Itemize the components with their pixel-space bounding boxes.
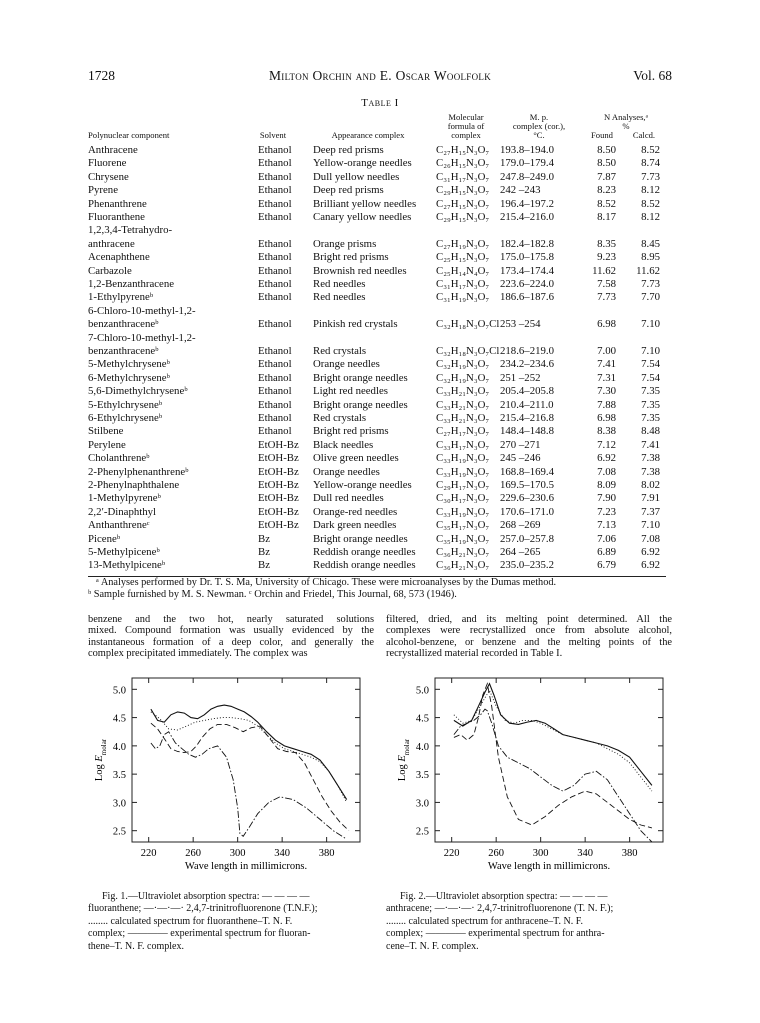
cell-formula: C₃₀H₁₇N₃O₇	[436, 492, 490, 505]
cell-name: Acenaphthene	[88, 251, 150, 264]
cell-mp: 251 –252	[500, 371, 541, 384]
cell-solvent: Ethanol	[258, 345, 292, 357]
table-row	[0, 559, 760, 572]
table-row	[0, 332, 760, 345]
cell-appearance: Black needles	[313, 438, 374, 451]
cell-name: 13-Methylpiceneᵇ	[88, 559, 166, 572]
x-tick-label: 340	[274, 848, 291, 859]
y-axis-label: Log $E_{molar}$	[94, 738, 108, 782]
figure-1-caption: Fig. 1.—Ultraviolet absorption spectra: — — — — fluoranthene; —·—·—· 2,4,7-trinitrofluorenone (T.N.F.); ........ calculated spectrum for fluoranthene–T. N. F. complex; ———— experimental spectrum for fluoran- thene–T. N. F. complex.	[88, 891, 318, 952]
x-tick-label: 260	[185, 848, 202, 859]
cell-found: 7.88	[597, 398, 616, 411]
figure-2-caption: Fig. 2.—Ultraviolet absorption spectra: — — — — anthracene; —·—·—· 2,4,7-trinitrofluorenone (T. N. F.); ........ calculated spectrum for anthracene–T. N. F. complex; ———— experimental spectrum for anthra- cene–T. N. F. complex.	[386, 891, 614, 952]
cell-found: 6.89	[597, 546, 616, 558]
cell-mp: 215.4–216.8	[500, 412, 554, 424]
cell-formula: C₂₇H₁₉N₃O₇	[436, 237, 490, 250]
cell-formula: C₃₂H₁₉N₃O₇	[436, 358, 490, 371]
x-axis-label: Wave length in millimicrons.	[487, 861, 611, 872]
footnote-a: ᵃ Analyses performed by Dr. T. S. Ma, University of Chicago. These were microanalyses by the Dumas method.	[96, 577, 557, 588]
cell-calcd: 8.95	[641, 251, 660, 264]
cell-solvent: Ethanol	[258, 184, 292, 197]
cell-name: Anthanthreneᶜ	[88, 519, 150, 532]
series-solid	[151, 705, 347, 800]
y-tick-label: 4.5	[112, 713, 126, 725]
cell-appearance: Reddish orange needles	[313, 546, 416, 558]
cell-calcd: 8.52	[641, 144, 660, 156]
cell-mp: 215.4–216.0	[500, 211, 554, 223]
cell-calcd: 6.92	[641, 559, 660, 572]
cell-solvent: Bz	[258, 546, 270, 558]
cell-mp: 264 –265	[500, 546, 541, 558]
cell-appearance: Brownish red needles	[313, 264, 407, 277]
cell-solvent: EtOH-Bz	[258, 505, 299, 518]
table-row	[0, 385, 760, 398]
cell-mp: 210.4–211.0	[500, 398, 554, 411]
cell-name: Anthracene	[88, 144, 138, 156]
cell-mp: 169.5–170.5	[500, 479, 554, 491]
cell-calcd: 6.92	[641, 546, 660, 558]
cell-found: 8.38	[597, 425, 616, 438]
cell-formula: C₂₇H₁₅N₃O₇	[436, 197, 490, 210]
cell-name: anthracene	[88, 237, 135, 250]
series-dashed	[151, 723, 349, 831]
cell-found: 7.12	[597, 438, 616, 451]
col-header-n-analyses: N Analyses,ᵃ %	[604, 112, 648, 131]
cell-appearance: Dull yellow needles	[313, 170, 400, 183]
cell-found: 11.62	[592, 264, 616, 277]
running-head: Milton Orchin and E. Oscar Woolfolk	[268, 68, 491, 83]
col-header-appearance: Appearance complex	[331, 130, 405, 140]
cell-name: Cholanthreneᵇ	[88, 452, 150, 465]
cell-calcd: 8.02	[641, 479, 660, 491]
plot-frame	[132, 678, 360, 842]
figure-2-chart	[383, 670, 678, 890]
cell-name: Pyrene	[88, 184, 118, 197]
table-row	[0, 519, 760, 532]
cell-calcd: 7.73	[641, 278, 660, 290]
cell-solvent: Ethanol	[258, 170, 292, 183]
cell-formula: C₃₂H₁₈N₃O₇Cl	[436, 345, 500, 357]
table-row	[0, 224, 760, 237]
cell-formula: C₃₆H₂₁N₃O₇	[436, 546, 490, 558]
table-row	[0, 466, 760, 479]
cell-calcd: 7.10	[641, 318, 660, 331]
cell-name: 5-Methylchryseneᵇ	[88, 358, 170, 371]
table-row	[0, 439, 760, 452]
cell-solvent: EtOH-Bz	[258, 492, 299, 505]
table-row	[0, 184, 760, 197]
cell-mp: 247.8–249.0	[500, 170, 554, 183]
y-tick-label: 3.0	[415, 798, 429, 810]
cell-solvent: Ethanol	[258, 278, 292, 290]
cell-appearance: Bright orange needles	[313, 398, 408, 411]
col-header-component: Polynuclear component	[88, 130, 170, 140]
cell-formula: C₃₂H₁₉N₃O₇	[436, 371, 490, 384]
col-header-mp: M. p. complex (cor.), °C.	[512, 112, 566, 140]
x-tick-label: 380	[621, 848, 638, 859]
table-row	[0, 452, 760, 465]
cell-mp: 168.8–169.4	[500, 465, 554, 478]
cell-appearance: Red crystals	[313, 412, 367, 424]
cell-formula: C₂₅H₁₅N₃O₇	[436, 251, 490, 264]
col-header-formula: Molecular formula of complex	[447, 112, 485, 140]
cell-solvent: EtOH-Bz	[258, 465, 299, 478]
cell-mp: 253 –254	[500, 318, 541, 331]
cell-mp: 193.8–194.0	[500, 144, 554, 156]
cell-found: 7.58	[597, 278, 616, 290]
cell-appearance: Bright red prisms	[313, 251, 389, 264]
y-tick-label: 3.5	[415, 770, 429, 782]
x-tick-label: 220	[140, 848, 157, 859]
x-tick-label: 300	[532, 848, 549, 859]
cell-mp: 182.4–182.8	[500, 237, 554, 250]
cell-found: 8.09	[597, 479, 616, 491]
series-dash-dot	[151, 732, 347, 840]
cell-appearance: Orange prisms	[313, 237, 377, 250]
cell-appearance: Yellow-orange needles	[313, 157, 412, 170]
table-row	[0, 144, 760, 157]
cell-appearance: Orange needles	[313, 358, 380, 371]
cell-solvent: EtOH-Bz	[258, 452, 299, 465]
cell-name: Chrysene	[88, 170, 129, 183]
cell-name: Perylene	[88, 438, 126, 451]
cell-name: 7-Chloro-10-methyl-1,2-	[88, 331, 196, 344]
y-tick-label: 5.0	[112, 685, 126, 697]
cell-appearance: Orange needles	[313, 465, 380, 478]
cell-solvent: Ethanol	[258, 318, 292, 331]
table-row	[0, 318, 760, 331]
cell-name: 1-Methylpyreneᵇ	[88, 492, 161, 505]
cell-mp: 223.6–224.0	[500, 278, 554, 290]
table-row	[0, 492, 760, 505]
cell-found: 6.92	[597, 452, 616, 465]
cell-name: Fluoranthene	[88, 211, 145, 223]
cell-calcd: 7.73	[641, 170, 660, 183]
y-tick-label: 5.0	[415, 685, 429, 697]
cell-name: Carbazole	[88, 264, 132, 277]
cell-solvent: Ethanol	[258, 197, 292, 210]
body-text-left: benzene and the two hot, nearly saturated solutions mixed. Compound formation was usually evidenced by the instantaneous formation of a deep color, and generally the complex precipitated immediately. The complex was	[88, 614, 374, 660]
cell-formula: C₃₁H₁₇N₃O₇	[436, 170, 490, 183]
page-number: 1728	[88, 68, 115, 83]
cell-solvent: Ethanol	[258, 385, 292, 398]
cell-formula: C₂₇H₁₅N₃O₇	[436, 144, 490, 156]
table-row	[0, 238, 760, 251]
cell-formula: C₃₃H₂₁N₃O₇	[436, 398, 490, 411]
x-tick-label: 220	[443, 848, 460, 859]
cell-solvent: Ethanol	[258, 264, 292, 277]
cell-calcd: 8.74	[641, 157, 660, 170]
cell-name: 5-Ethylchryseneᵇ	[88, 398, 163, 411]
cell-mp: 242 –243	[500, 184, 541, 197]
series-dashed	[454, 684, 652, 828]
cell-calcd: 7.37	[641, 505, 660, 518]
cell-solvent: Bz	[258, 532, 270, 545]
y-tick-label: 3.5	[112, 770, 126, 782]
cell-formula: C₂₉H₁₅N₃O₇	[436, 211, 490, 223]
x-tick-label: 300	[229, 848, 246, 859]
table-row	[0, 251, 760, 264]
table-row	[0, 506, 760, 519]
cell-calcd: 7.70	[641, 291, 660, 304]
cell-mp: 270 –271	[500, 438, 541, 451]
cell-formula: C₂₇H₁₇N₃O₇	[436, 425, 490, 438]
y-tick-label: 2.5	[112, 826, 126, 838]
x-tick-label: 340	[577, 848, 594, 859]
cell-appearance: Pinkish red crystals	[313, 318, 398, 331]
cell-appearance: Red needles	[313, 291, 366, 304]
cell-found: 7.41	[597, 358, 616, 371]
cell-found: 7.00	[597, 345, 616, 357]
cell-calcd: 8.12	[641, 184, 660, 197]
cell-appearance: Reddish orange needles	[313, 559, 416, 572]
cell-formula: C₃₃H₂₁N₃O₇	[436, 412, 490, 424]
cell-formula: C₃₅H₁₇N₃O₇	[436, 519, 490, 532]
series-dotted	[151, 712, 347, 803]
cell-calcd: 7.41	[641, 438, 660, 451]
cell-solvent: Ethanol	[258, 425, 292, 438]
cell-formula: C₃₃H₂₁N₃O₇	[436, 385, 490, 398]
cell-mp: 175.0–175.8	[500, 251, 554, 264]
table-row	[0, 157, 760, 170]
x-tick-label: 260	[488, 848, 505, 859]
cell-mp: 235.0–235.2	[500, 559, 554, 572]
cell-appearance: Bright red prisms	[313, 425, 389, 438]
cell-mp: 257.0–257.8	[500, 532, 554, 545]
cell-formula: C₃₁H₁₉N₃O₇	[436, 291, 490, 304]
table-row	[0, 305, 760, 318]
cell-appearance: Bright orange needles	[313, 532, 408, 545]
cell-calcd: 7.91	[641, 492, 660, 505]
cell-calcd: 8.45	[641, 237, 660, 250]
cell-formula: C₃₃H₁₉N₃O₇	[436, 505, 490, 518]
table-row	[0, 412, 760, 425]
cell-mp: 268 –269	[500, 519, 541, 532]
cell-calcd: 7.10	[641, 345, 660, 357]
cell-calcd: 7.35	[641, 398, 660, 411]
cell-calcd: 8.52	[641, 197, 660, 210]
y-tick-label: 4.0	[415, 741, 429, 753]
cell-found: 7.87	[597, 170, 616, 183]
cell-solvent: Ethanol	[258, 358, 292, 371]
cell-name: Piceneᵇ	[88, 532, 121, 545]
cell-mp: 173.4–174.4	[500, 264, 554, 277]
table-row	[0, 211, 760, 224]
cell-mp: 234.2–234.6	[500, 358, 554, 371]
cell-name: 1-Ethylpyreneᵇ	[88, 291, 154, 304]
figure-1-chart	[80, 670, 375, 890]
cell-calcd: 7.38	[641, 452, 660, 465]
cell-solvent: Ethanol	[258, 251, 292, 264]
cell-found: 7.23	[597, 505, 616, 518]
cell-name: benzanthraceneᵇ	[88, 345, 159, 357]
table-row	[0, 198, 760, 211]
cell-formula: C₃₅H₁₉N₃O₇	[436, 532, 490, 545]
cell-found: 6.98	[597, 318, 616, 331]
cell-calcd: 7.35	[641, 385, 660, 398]
cell-formula: C₂₆H₁₅N₃O₇	[436, 157, 490, 170]
cell-name: 6-Chloro-10-methyl-1,2-	[88, 304, 196, 317]
table-row	[0, 278, 760, 291]
cell-formula: C₂₉H₁₇N₃O₇	[436, 479, 490, 491]
y-tick-label: 2.5	[415, 826, 429, 838]
cell-mp: 245 –246	[500, 452, 541, 465]
cell-mp: 229.6–230.6	[500, 492, 554, 505]
series-solid	[454, 684, 652, 786]
x-tick-label: 380	[318, 848, 335, 859]
cell-formula: C₃₂H₁₈N₃O₇Cl	[436, 318, 500, 331]
cell-name: 6-Ethylchryseneᵇ	[88, 412, 163, 424]
cell-solvent: Bz	[258, 559, 270, 572]
cell-found: 6.79	[597, 559, 616, 572]
cell-solvent: EtOH-Bz	[258, 479, 299, 491]
cell-name: 1,2-Benzanthracene	[88, 278, 175, 290]
cell-appearance: Red crystals	[313, 345, 367, 357]
cell-solvent: Ethanol	[258, 157, 292, 170]
cell-formula: C₃₃H₁₉N₃O₇	[436, 465, 490, 478]
cell-appearance: Brilliant yellow needles	[313, 197, 417, 210]
table-caption: Table I	[361, 97, 399, 109]
cell-found: 7.13	[597, 519, 616, 532]
cell-mp: 179.0–179.4	[500, 157, 554, 170]
cell-found: 8.52	[597, 197, 616, 210]
cell-found: 7.08	[597, 465, 616, 478]
cell-mp: 218.6–219.0	[500, 345, 554, 357]
table-row	[0, 546, 760, 559]
cell-appearance: Dull red needles	[313, 492, 384, 505]
cell-found: 8.23	[597, 184, 616, 197]
cell-solvent: EtOH-Bz	[258, 519, 299, 532]
cell-name: 1,2,3,4-Tetrahydro-	[88, 224, 173, 237]
cell-name: Stilbene	[88, 425, 124, 438]
cell-calcd: 7.35	[641, 412, 660, 424]
cell-formula: C₃₁H₁₇N₃O₇	[436, 278, 490, 290]
cell-name: 5-Methylpiceneᵇ	[88, 546, 160, 558]
cell-mp: 196.4–197.2	[500, 197, 554, 210]
cell-formula: C₂₅H₁₄N₄O₇	[436, 264, 490, 277]
cell-solvent: Ethanol	[258, 412, 292, 424]
table-row	[0, 171, 760, 184]
col-header-found: Found	[591, 130, 613, 140]
cell-calcd: 7.38	[641, 465, 660, 478]
cell-calcd: 8.48	[641, 425, 660, 438]
table-row	[0, 533, 760, 546]
cell-name: 6-Methylchryseneᵇ	[88, 371, 170, 384]
table-row	[0, 425, 760, 438]
cell-solvent: Ethanol	[258, 371, 292, 384]
cell-calcd: 8.12	[641, 211, 660, 223]
cell-appearance: Bright orange needles	[313, 371, 408, 384]
table-row	[0, 265, 760, 278]
cell-mp: 205.4–205.8	[500, 385, 554, 398]
y-axis-label: Log $E_{molar}$	[397, 738, 411, 782]
cell-appearance: Deep red prisms	[313, 144, 384, 156]
cell-calcd: 7.08	[641, 532, 660, 545]
cell-found: 9.23	[597, 251, 616, 264]
cell-solvent: Ethanol	[258, 398, 292, 411]
y-tick-label: 4.0	[112, 741, 126, 753]
cell-appearance: Yellow-orange needles	[313, 479, 412, 491]
cell-found: 7.30	[597, 385, 616, 398]
cell-found: 7.90	[597, 492, 616, 505]
cell-mp: 170.6–171.0	[500, 505, 554, 518]
table-row	[0, 345, 760, 358]
cell-found: 7.06	[597, 532, 616, 545]
cell-name: 2-Phenylphenanthreneᵇ	[88, 465, 189, 478]
cell-found: 8.50	[597, 157, 616, 170]
cell-appearance: Light red needles	[313, 385, 388, 398]
table-row	[0, 291, 760, 304]
series-dotted	[454, 690, 652, 791]
cell-name: 2-Phenylnaphthalene	[88, 479, 180, 491]
col-header-calcd: Calcd.	[632, 130, 656, 140]
cell-appearance: Olive green needles	[313, 452, 399, 465]
cell-name: Fluorene	[88, 157, 127, 170]
volume-label: Vol. 68	[633, 68, 672, 83]
series-dash-dot	[454, 709, 652, 842]
table-row	[0, 358, 760, 371]
cell-name: 5,6-Dimethylchryseneᵇ	[88, 385, 188, 398]
cell-appearance: Dark green needles	[313, 519, 397, 532]
cell-found: 6.98	[597, 412, 616, 424]
y-tick-label: 4.5	[415, 713, 429, 725]
cell-appearance: Red needles	[313, 278, 366, 290]
cell-appearance: Canary yellow needles	[313, 211, 412, 223]
cell-calcd: 7.10	[641, 519, 660, 532]
cell-mp: 148.4–148.8	[500, 425, 554, 438]
cell-appearance: Orange-red needles	[313, 505, 398, 518]
x-axis-label: Wave length in millimicrons.	[184, 861, 308, 872]
cell-name: Phenanthrene	[88, 197, 147, 210]
cell-calcd: 7.54	[641, 358, 660, 371]
cell-calcd: 11.62	[636, 264, 660, 277]
cell-mp: 186.6–187.6	[500, 291, 554, 304]
table-row	[0, 399, 760, 412]
cell-found: 7.31	[597, 371, 616, 384]
cell-solvent: Ethanol	[258, 237, 292, 250]
table-row	[0, 372, 760, 385]
body-text-right: filtered, dried, and its melting point determined. All the complexes were recrystallized once from absolute alcohol, alcohol-benzene, or benzene and the melting points of the recrystallized material recorded in Table I.	[386, 614, 672, 660]
cell-formula: C₃₃H₁₇N₃O₇	[436, 438, 490, 451]
cell-solvent: Ethanol	[258, 211, 292, 223]
cell-formula: C₃₆H₂₁N₃O₇	[436, 559, 490, 572]
cell-formula: C₃₃H₁₉N₃O₇	[436, 452, 490, 465]
cell-name: 2,2′-Dinaphthyl	[88, 505, 157, 518]
cell-solvent: Ethanol	[258, 291, 292, 304]
cell-appearance: Deep red prisms	[313, 184, 384, 197]
col-header-solvent: Solvent	[259, 130, 287, 140]
cell-name: benzanthraceneᵇ	[88, 318, 159, 331]
cell-calcd: 7.54	[641, 371, 660, 384]
cell-found: 8.17	[597, 211, 616, 223]
cell-found: 7.73	[597, 291, 616, 304]
cell-solvent: Ethanol	[258, 144, 292, 156]
cell-found: 8.35	[597, 237, 616, 250]
table-row	[0, 479, 760, 492]
cell-solvent: EtOH-Bz	[258, 438, 299, 451]
cell-found: 8.50	[597, 144, 616, 156]
footnote-b: ᵇ Sample furnished by M. S. Newman. ᶜ Orchin and Friedel, This Journal, 68, 573 (1946).	[88, 589, 457, 600]
plot-frame	[435, 678, 663, 842]
y-tick-label: 3.0	[112, 798, 126, 810]
cell-formula: C₂₉H₁₅N₃O₇	[436, 184, 490, 197]
